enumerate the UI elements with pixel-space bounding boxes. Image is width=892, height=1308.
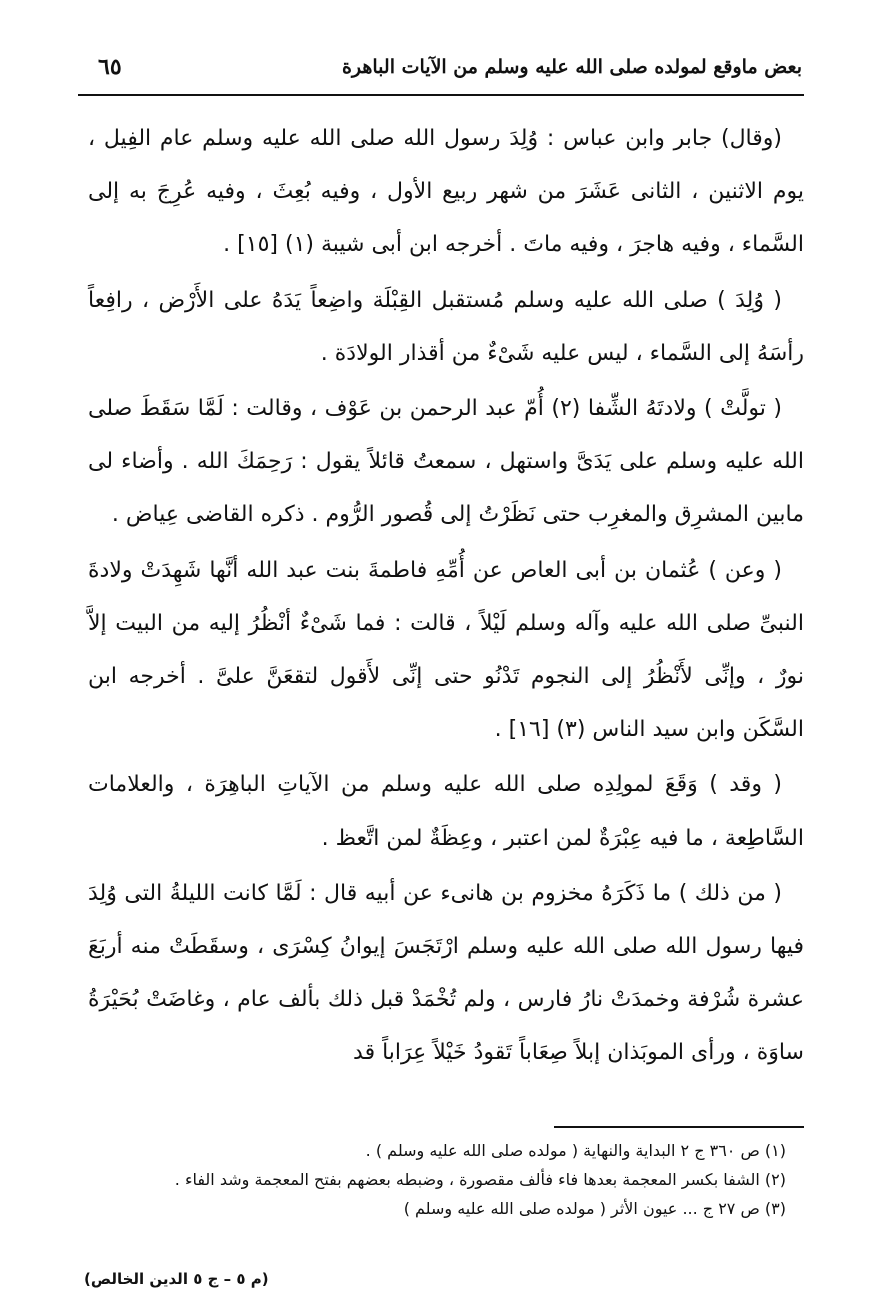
paragraph-uthman: ( وعن ) عُثمان بن أبى العاص عن أُمِّهِ فاطمةَ بنت عبد الله أنَّها شَهِدَتْ ولادةَ النبىِّ صلى الله عليه وآله وسلم لَيْلاً ، قالت : فما شَىْءٌ أنْظُرُ إليه من البيت إلاَّ نورٌ ، وإنِّى لأَنْظُرُ إلى النجوم تَدْنُو حتى إنِّى لأَقول لتقعَنَّ علىَّ . أخرجه ابن السَّكَن وابن سيد الناس (٣) [١٦] . (88, 557, 804, 743)
footnotes (94, 1136, 804, 1223)
page-number: ٦٥ (98, 54, 122, 80)
footnote-2: (٢) الشفا بكسر المعجمة بعدها فاء فألف مقصورة ، وضبطه بعضهم بفتح المعجمة وشد الفاء . (174, 1170, 786, 1189)
paragraph-makhzum: ( من ذلك ) ما ذَكَرَهُ مخزوم بن هانىء عن أبيه قال : لَمَّا كانت الليلةُ التى وُلِدَ فيها رسول الله صلى الله عليه وسلم ارْتَجَسَ إيوانُ كِسْرَى ، وسقَطَتْ منه أربَعَ عشرة شُرْفة وخمدَتْ نارُ فارس ، ولم تُخْمَدْ قبل ذلك بألف عام ، وغاضَتْ بُحَيْرَةُ ساوَة ، ورأى الموبَذان إبلاً صِعَاباً تَقودُ خَيْلاً عِرَاباً قد (88, 880, 804, 1066)
running-title: بعض ماوقع لمولده صلى الله عليه وسلم من الآيات الباهرة (341, 56, 802, 78)
footnote-3: (٣) ص ٢٧ ج ... عيون الأثر ( مولده صلى الله عليه وسلم ) (403, 1199, 786, 1218)
footnote-1: (١) ص ٣٦٠ ج ٢ البداية والنهاية ( مولده صلى الله عليه وسلم ) . (365, 1141, 786, 1160)
page-header (80, 48, 802, 92)
main-text (88, 112, 804, 1080)
paragraph-midwife: ( تولَّتْ ) ولادتَهُ الشِّفا (٢) أُمّ عبد الرحمن بن عَوْف ، وقالت : لَمَّا سَقَطَ صلى الله عليه وسلم على يَدَىَّ واستهل ، سمعتُ قائلاً يقول : رَحِمَكَ الله . وأضاء لى مابين المشرِق والمغرِب حتى نَظَرْتُ إلى قُصور الرُّوم . ذكره القاضى عِياض . (88, 396, 804, 528)
footnote-rule (554, 1126, 804, 1128)
paragraph-signs: ( وقد ) وَقَعَ لمولِدِه صلى الله عليه وسلم من الآياتِ الباهِرَة ، والعلامات السَّاطِعة ، ما فيه عِبْرَةٌ لمن اعتبر ، وعِظَةٌ لمن اتَّعظ . (88, 772, 804, 851)
printer-signature: (م ٥ – ج ٥ الدين الخالص) (84, 1270, 269, 1288)
paragraph-birth-posture: ( وُلِدَ ) صلى الله عليه وسلم مُستقبل القِبْلَة واضِعاً يَدَهُ على الأَرْض ، رافِعاً رأسَهُ إلى السَّماء ، ليس عليه شَىْءٌ من أقذار الولادَة . (88, 287, 804, 366)
header-rule (78, 94, 804, 96)
paragraph-birth-date: (وقال) جابر وابن عباس : وُلِدَ رسول الله صلى الله عليه وسلم عام الفِيل ، يوم الاثنين ، الثانى عَشَرَ من شهر ربيع الأول ، وفيه بُعِثَ ، وفيه عُرِجَ به إلى السَّماء ، وفيه هاجرَ ، وفيه ماتَ . أخرجه ابن أبى شيبة (١) [١٥] . (88, 126, 804, 258)
